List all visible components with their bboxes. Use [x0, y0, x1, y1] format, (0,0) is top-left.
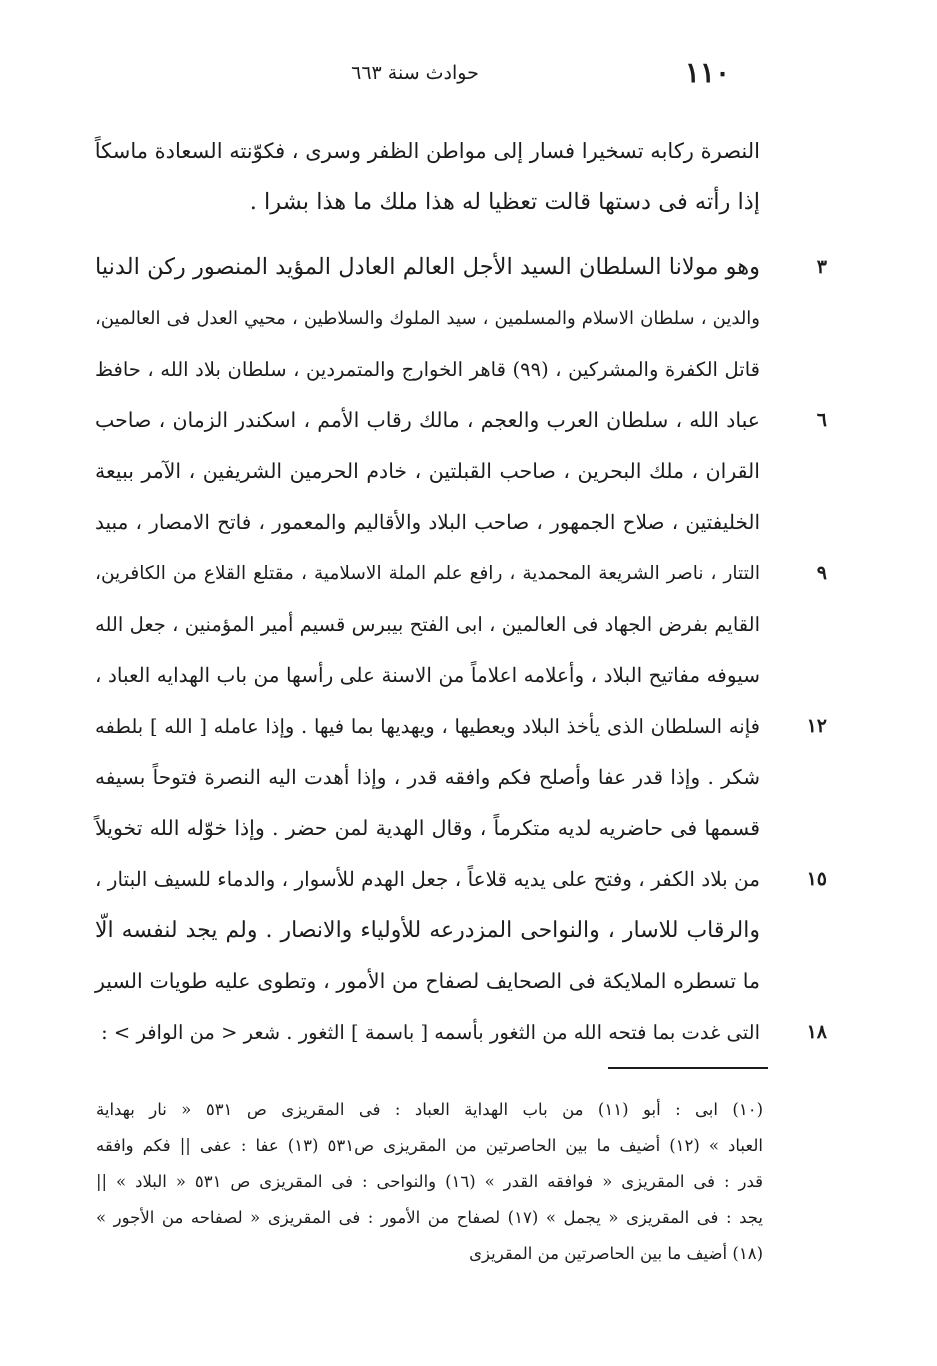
text-line-5: قاتل الكفرة والمشركين ، (٩٩) قاهر الخوارج والمتمردين ، سلطان بلاد الله ، حافظ	[95, 358, 761, 381]
text-line-15-content: من بلاد الكفر ، وفتح على يديه قلاعاً ، جعل الهدم للأسوار ، والدماء للسيف البتار ،	[94, 867, 760, 891]
text-line-1: النصرة ركابه تسخيرا فسار إلى مواطن الظفر وسرى ، فكوّنته السعادة ماسكاً	[94, 139, 760, 163]
footnote-line-4: يجد : فى المقريزى « يجمل » (١٧) لصفاح من الأمور : فى المقريزى « لصفاحه من الأجور »	[96, 1208, 763, 1227]
text-line-7: القران ، ملك البحرين ، صاحب القبلتين ، خادم الحرمين الشريفين ، الآمر ببيعة	[95, 459, 760, 483]
text-line-10: القايم بفرض الجهاد فى العالمين ، ابى الفتح بيبرس قسيم أمير المؤمنين ، جعل الله	[95, 613, 760, 636]
text-line-15	[94, 854, 827, 905]
line-number-18: ١٨	[806, 1021, 827, 1043]
text-line-8: الخليفتين ، صلاح الجمهور ، صاحب البلاد والأقاليم والمعمور ، فاتح الامصار ، مبيد	[95, 510, 760, 534]
text-line-18-content: التى غدت بما فتحه الله من الثغور بأسمه [ باسمة ] الثغور . شعر < من الوافر > :	[101, 1021, 760, 1044]
text-line-13: شكر . وإذا قدر عفا وأصلح فكم وافقه قدر ، وإذا أهدت اليه النصرة فتوحاً بسيفه	[95, 765, 760, 789]
footnote-line-1: (١٠) ابى : أبو (١١) من باب الهداية العباد : فى المقريزى ص ٥٣١ « نار بهداية	[96, 1100, 763, 1119]
footnote-line-3: قدر : فى المقريزى « فوافقه القدر » (١٦) والنواحى : فى المقريزى ص ٥٣١ « البلاد » ||	[96, 1172, 763, 1191]
text-line-18	[95, 1007, 827, 1058]
line-number-12: ١٢	[806, 715, 827, 737]
line-number-15: ١٥	[806, 868, 827, 890]
text-line-11: سيوفه مفاتيح البلاد ، وأعلامه اعلاماً من الاسنة على رأسها من باب الهدايه العباد ،	[95, 663, 760, 687]
text-line-3-content: وهو مولانا السلطان السيد الأجل العالم العادل المؤيد المنصور ركن الدنيا	[95, 254, 760, 280]
text-line-9-content: التتار ، ناصر الشريعة المحمدية ، رافع علم الملة الاسلامية ، مقتلع القلاع من الكافرين،	[95, 563, 760, 584]
main-text	[94, 126, 827, 1058]
text-line-9	[95, 548, 827, 599]
paragraph-gap	[95, 228, 760, 242]
text-line-16: والرقاب للاسار ، والنواحى المزدرعه للأولياء والانصار . ولم يجد لنفسه الّا	[95, 918, 760, 943]
text-line-6	[95, 395, 827, 446]
footnotes	[96, 1092, 763, 1272]
text-line-17: ما تسطره الملايكة فى الصحايف لصفاح من الأمور ، وتطوى عليه طويات السير	[95, 969, 760, 993]
footnote-line-5: (١٨) أضيف ما بين الحاصرتين من المقريزى	[469, 1244, 763, 1263]
line-number-9: ٩	[816, 562, 827, 584]
page-number: ١١٠	[684, 56, 730, 89]
line-number-6: ٦	[816, 409, 827, 431]
text-line-3	[95, 242, 827, 293]
footnote-line-2: العباد » (١٢) أضيف ما بين الحاصرتين من المقريزى ص٥٣١ (١٣) عفا : عفى || فكم وافقه	[96, 1136, 763, 1155]
text-line-14: قسمها فى حاضريه لديه متكرماً ، وقال الهدية لمن حضر . وإذا خوّله الله تخويلاً	[95, 816, 760, 840]
running-header	[340, 56, 740, 96]
footnote-separator	[608, 1067, 768, 1069]
text-line-2: إذا رأته فى دستها قالت تعظيا له هذا ملك ما هذا بشرا .	[249, 189, 760, 215]
running-title: حوادث سنة ٦٦٣	[351, 62, 479, 84]
text-line-4: والدين ، سلطان الاسلام والمسلمين ، سيد الملوك والسلاطين ، محيي العدل فى العالمين،	[95, 308, 760, 329]
line-number-3: ٣	[816, 256, 827, 278]
text-line-6-content: عباد الله ، سلطان العرب والعجم ، مالك رقاب الأمم ، اسكندر الزمان ، صاحب	[95, 408, 760, 432]
text-line-12	[95, 701, 827, 752]
text-line-12-content: فإنه السلطان الذى يأخذ البلاد ويعطيها ، ويهديها بما فيها . وإذا عامله [ الله ] بلطفه	[95, 715, 760, 738]
